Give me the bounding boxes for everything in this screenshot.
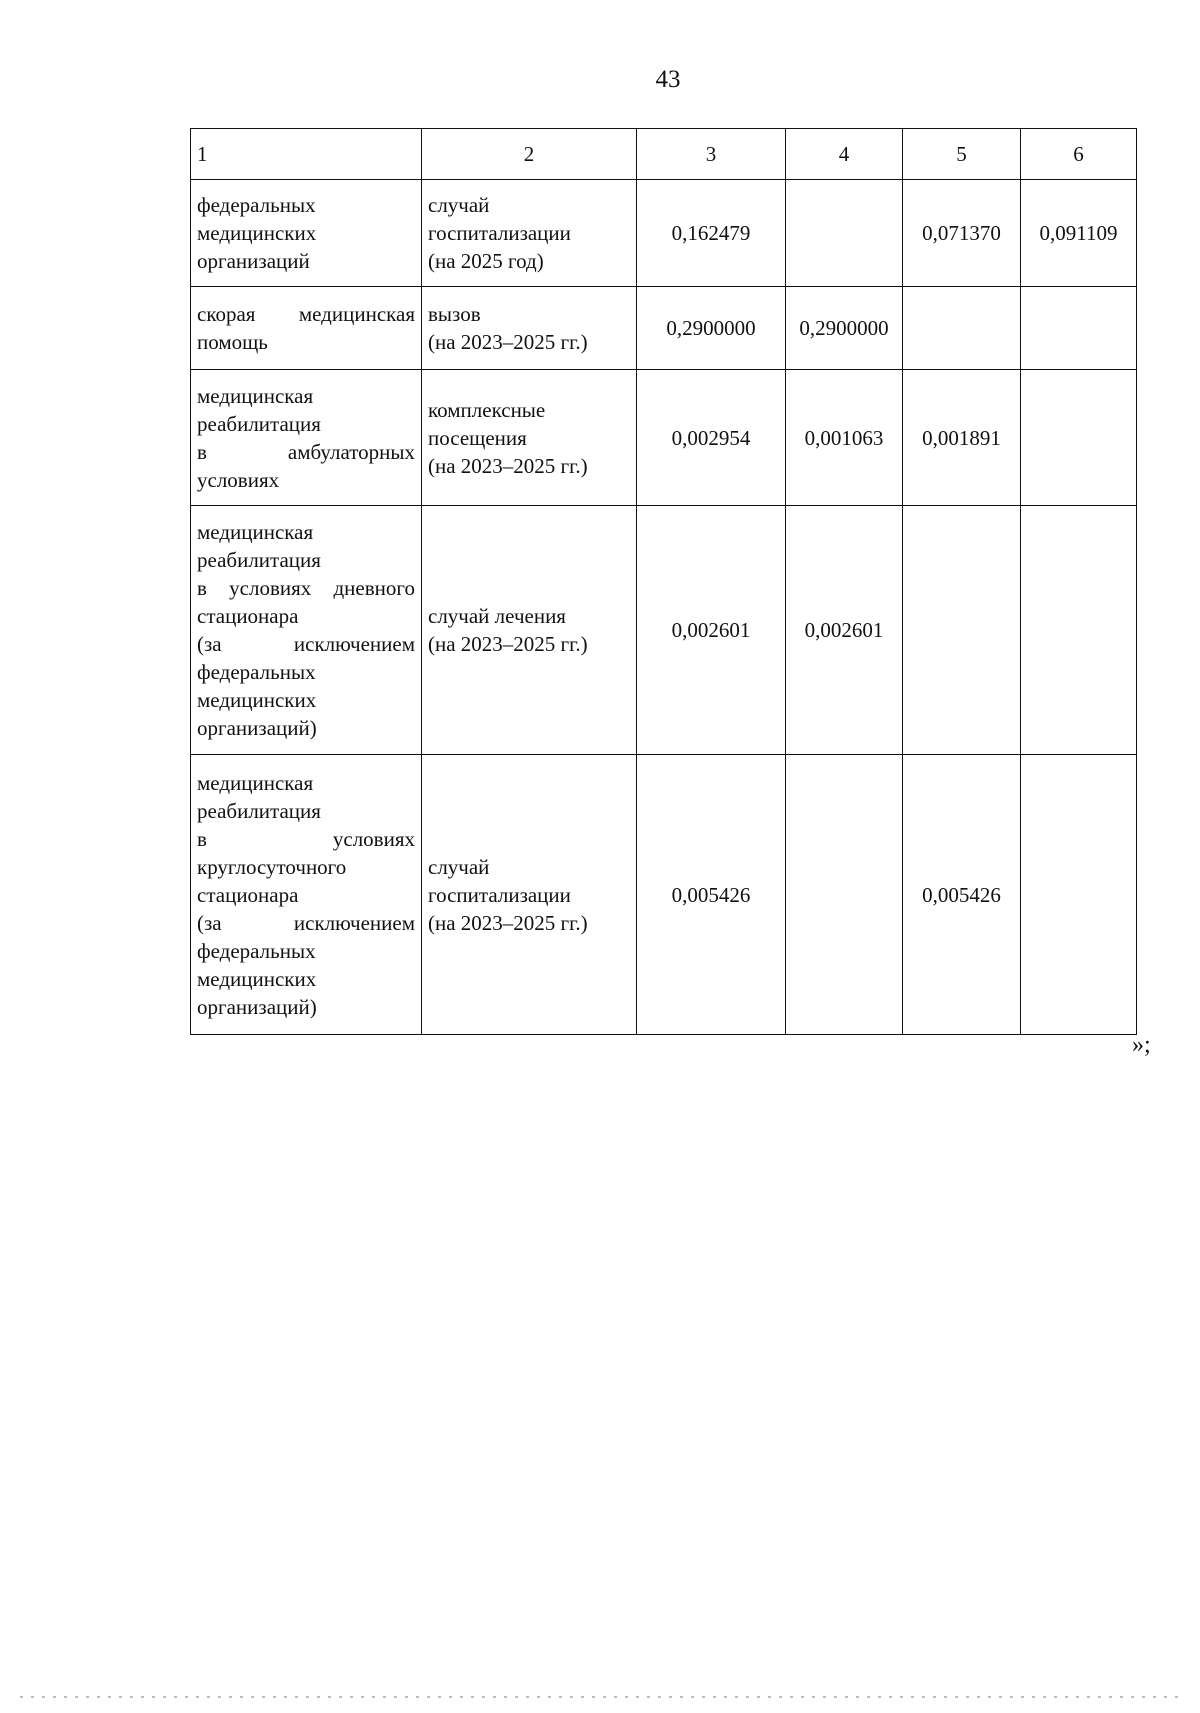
value-cell-5 — [903, 506, 1021, 755]
header-cell-5: 5 — [903, 129, 1021, 180]
unit-text: комплексные посещения (на 2023–2025 гг.) — [428, 397, 588, 478]
table-row — [191, 755, 1137, 1035]
value-cell-4: 0,001063 — [786, 370, 903, 506]
value-cell-4 — [786, 755, 903, 1035]
value-cell-3: 0,2900000 — [637, 287, 786, 370]
data-table — [190, 128, 1137, 1035]
unit-cell — [422, 506, 637, 755]
description-cell — [191, 370, 422, 506]
header-cell-1: 1 — [191, 129, 422, 180]
unit-text: случай госпитализации (на 2023–2025 гг.) — [428, 854, 588, 935]
header-cell-4: 4 — [786, 129, 903, 180]
unit-text: вызов (на 2023–2025 гг.) — [428, 302, 588, 354]
scan-edge-artifact — [20, 1696, 1180, 1698]
description-cell — [191, 506, 422, 755]
unit-cell — [422, 755, 637, 1035]
value-cell-5: 0,005426 — [903, 755, 1021, 1035]
value-cell-6 — [1021, 370, 1137, 506]
value-cell-5 — [903, 287, 1021, 370]
table-row — [191, 287, 1137, 370]
value-cell-3: 0,002601 — [637, 506, 786, 755]
unit-text: случай лечения (на 2023–2025 гг.) — [428, 604, 588, 656]
unit-cell — [422, 287, 637, 370]
description-cell — [191, 180, 422, 287]
value-cell-6 — [1021, 755, 1137, 1035]
value-cell-3: 0,005426 — [637, 755, 786, 1035]
page-number: 43 — [655, 66, 681, 93]
description-text: скорая медицинская помощь — [197, 302, 415, 354]
header-cell-3: 3 — [637, 129, 786, 180]
description-cell — [191, 755, 422, 1035]
value-cell-4: 0,2900000 — [786, 287, 903, 370]
unit-cell — [422, 370, 637, 506]
table-row — [191, 180, 1137, 287]
value-cell-5: 0,071370 — [903, 180, 1021, 287]
value-cell-6 — [1021, 506, 1137, 755]
value-cell-3: 0,002954 — [637, 370, 786, 506]
value-cell-6 — [1021, 287, 1137, 370]
description-text: медицинская реабилитация в условиях круглосуточного стационара (за исключением федеральных медицинских организаций) — [197, 770, 415, 1019]
description-text: медицинская реабилитация в амбулаторных условиях — [197, 383, 415, 492]
value-cell-6: 0,091109 — [1021, 180, 1137, 287]
value-cell-5: 0,001891 — [903, 370, 1021, 506]
table-row — [191, 506, 1137, 755]
description-cell — [191, 287, 422, 370]
value-cell-4: 0,002601 — [786, 506, 903, 755]
description-text: медицинская реабилитация в условиях дневного стационара (за исключением федеральных медицинских организаций) — [197, 520, 415, 740]
value-cell-3: 0,162479 — [637, 180, 786, 287]
table-header-row — [191, 129, 1137, 180]
value-cell-4 — [786, 180, 903, 287]
header-cell-2: 2 — [422, 129, 637, 180]
unit-cell — [422, 180, 637, 287]
closing-quote: »; — [1132, 1032, 1151, 1058]
description-text: федеральных медицинских организаций — [197, 193, 317, 273]
unit-text: случай госпитализации (на 2025 год) — [428, 193, 571, 273]
header-cell-6: 6 — [1021, 129, 1137, 180]
table-row — [191, 370, 1137, 506]
